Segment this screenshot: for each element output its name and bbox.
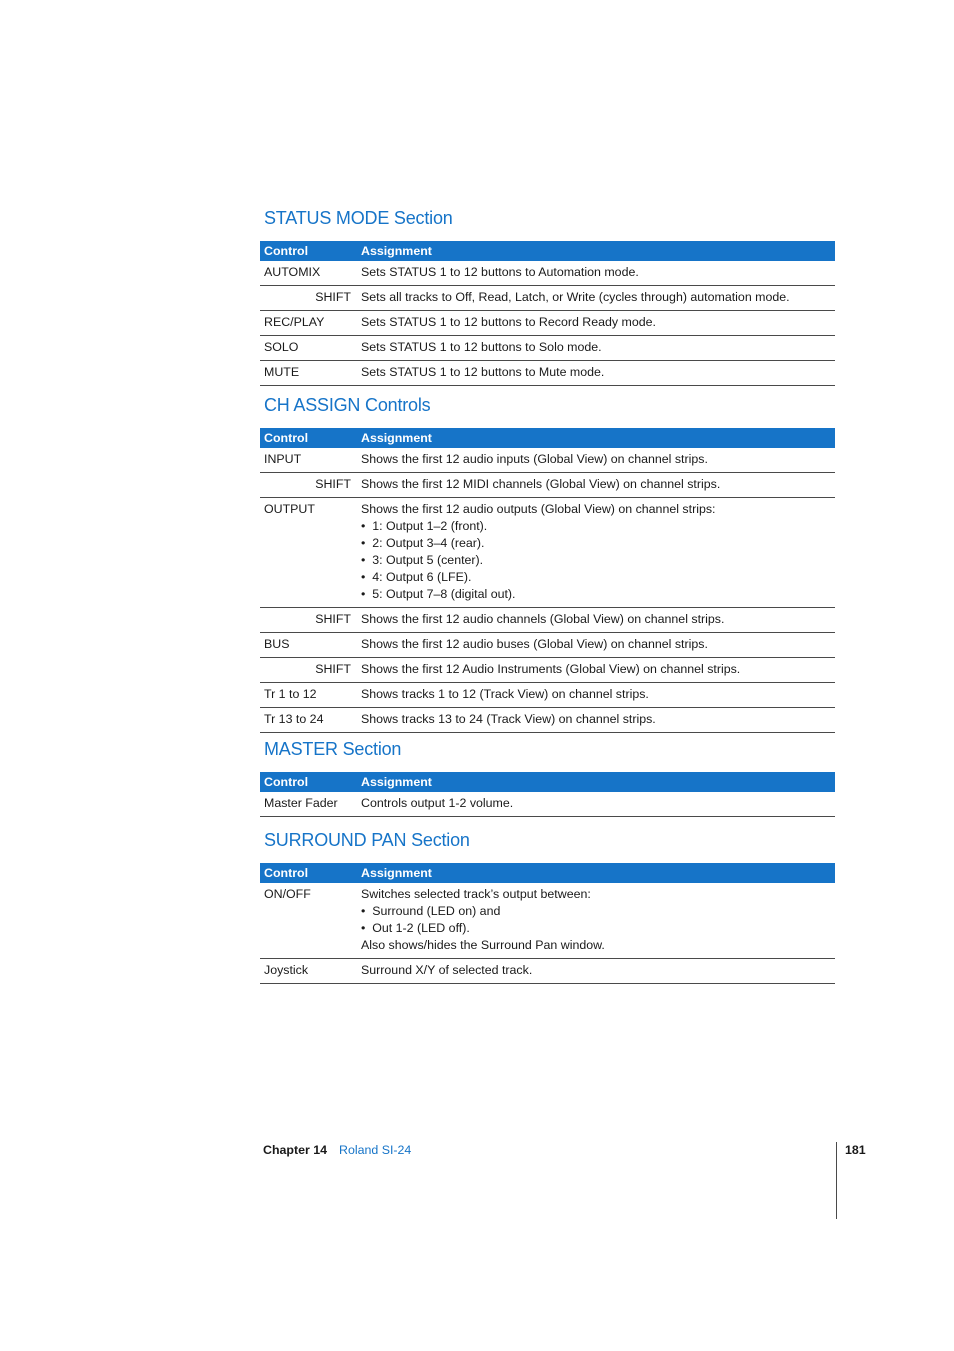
- table-row: [260, 311, 835, 336]
- list-item: • Out 1-2 (LED off).: [361, 920, 831, 937]
- table-row: [260, 608, 835, 633]
- section-title-master: MASTER Section: [264, 739, 402, 759]
- footer-chapter: Chapter 14: [263, 1143, 328, 1157]
- assignment-cell: Controls output 1-2 volume.: [357, 792, 835, 817]
- section-title-surround-pan: SURROUND PAN Section: [264, 830, 470, 850]
- table-row: [260, 448, 835, 473]
- list-item: • 1: Output 1–2 (front).: [361, 518, 831, 535]
- column-header-assignment: Assignment: [357, 772, 835, 792]
- column-header-control: Control: [260, 428, 357, 448]
- control-cell: REC/PLAY: [260, 311, 357, 336]
- assignment-text: Switches selected track’s output between:: [361, 887, 591, 901]
- column-header-assignment: Assignment: [357, 863, 835, 883]
- column-header-assignment: Assignment: [357, 241, 835, 261]
- list-item: • 3: Output 5 (center).: [361, 552, 831, 569]
- assignment-cell: Shows the first 12 Audio Instruments (Global View) on channel strips.: [357, 658, 835, 683]
- table-header-row: [260, 428, 835, 448]
- table-header-row: [260, 241, 835, 261]
- control-cell: SHIFT: [260, 473, 357, 498]
- control-cell: Master Fader: [260, 792, 357, 817]
- control-cell: SHIFT: [260, 608, 357, 633]
- assignment-cell: Shows tracks 1 to 12 (Track View) on channel strips.: [357, 683, 835, 708]
- table-row: [260, 498, 835, 608]
- table-row: [260, 658, 835, 683]
- table-row: [260, 792, 835, 817]
- table-header-row: [260, 772, 835, 792]
- section-title-status-mode: STATUS MODE Section: [264, 208, 453, 228]
- assignment-cell: Sets STATUS 1 to 12 buttons to Automation mode.: [357, 261, 835, 286]
- control-cell: Tr 1 to 12: [260, 683, 357, 708]
- assignment-cell: Shows the first 12 MIDI channels (Global View) on channel strips.: [357, 473, 835, 498]
- column-header-assignment: Assignment: [357, 428, 835, 448]
- column-header-control: Control: [260, 241, 357, 261]
- assignment-cell: [357, 883, 835, 959]
- control-cell: OUTPUT: [260, 498, 357, 608]
- assignment-cell: Surround X/Y of selected track.: [357, 959, 835, 984]
- control-cell: BUS: [260, 633, 357, 658]
- assignment-cell: Shows the first 12 audio inputs (Global View) on channel strips.: [357, 448, 835, 473]
- assignment-cell: Sets all tracks to Off, Read, Latch, or Write (cycles through) automation mode.: [357, 286, 835, 311]
- table-row: [260, 708, 835, 733]
- surround-pan-table: [260, 863, 835, 984]
- assignment-note: Also shows/hides the Surround Pan window.: [361, 938, 605, 952]
- output-bullet-list: [361, 518, 831, 603]
- assignment-cell: Sets STATUS 1 to 12 buttons to Record Ready mode.: [357, 311, 835, 336]
- assignment-text: Shows the first 12 audio outputs (Global View) on channel strips:: [361, 502, 716, 516]
- assignment-cell: Sets STATUS 1 to 12 buttons to Solo mode.: [357, 336, 835, 361]
- column-header-control: Control: [260, 772, 357, 792]
- control-cell: Tr 13 to 24: [260, 708, 357, 733]
- control-cell: SOLO: [260, 336, 357, 361]
- control-cell: SHIFT: [260, 658, 357, 683]
- status-mode-table: [260, 241, 835, 386]
- assignment-cell: Shows the first 12 audio channels (Global View) on channel strips.: [357, 608, 835, 633]
- control-cell: Joystick: [260, 959, 357, 984]
- control-cell: SHIFT: [260, 286, 357, 311]
- ch-assign-table: [260, 428, 835, 733]
- list-item: • 2: Output 3–4 (rear).: [361, 535, 831, 552]
- control-cell: ON/OFF: [260, 883, 357, 959]
- list-item: • 5: Output 7–8 (digital out).: [361, 586, 831, 603]
- table-header-row: [260, 863, 835, 883]
- assignment-cell: Sets STATUS 1 to 12 buttons to Mute mode.: [357, 361, 835, 386]
- section-title-ch-assign: CH ASSIGN Controls: [264, 395, 431, 415]
- assignment-cell: Shows the first 12 audio buses (Global View) on channel strips.: [357, 633, 835, 658]
- table-row: [260, 336, 835, 361]
- table-row: [260, 683, 835, 708]
- master-table: [260, 772, 835, 817]
- table-row: [260, 361, 835, 386]
- list-item: • Surround (LED on) and: [361, 903, 831, 920]
- table-row: [260, 883, 835, 959]
- table-row: [260, 633, 835, 658]
- column-header-control: Control: [260, 863, 357, 883]
- surround-bullet-list: [361, 903, 831, 937]
- control-cell: AUTOMIX: [260, 261, 357, 286]
- assignment-cell: [357, 498, 835, 608]
- footer-title: Roland SI-24: [339, 1143, 412, 1157]
- control-cell: MUTE: [260, 361, 357, 386]
- page-number: 181: [845, 1143, 866, 1157]
- footer-divider: [836, 1142, 837, 1219]
- table-row: [260, 473, 835, 498]
- list-item: • 4: Output 6 (LFE).: [361, 569, 831, 586]
- table-row: [260, 286, 835, 311]
- control-cell: INPUT: [260, 448, 357, 473]
- table-row: [260, 261, 835, 286]
- assignment-cell: Shows tracks 13 to 24 (Track View) on channel strips.: [357, 708, 835, 733]
- table-row: [260, 959, 835, 984]
